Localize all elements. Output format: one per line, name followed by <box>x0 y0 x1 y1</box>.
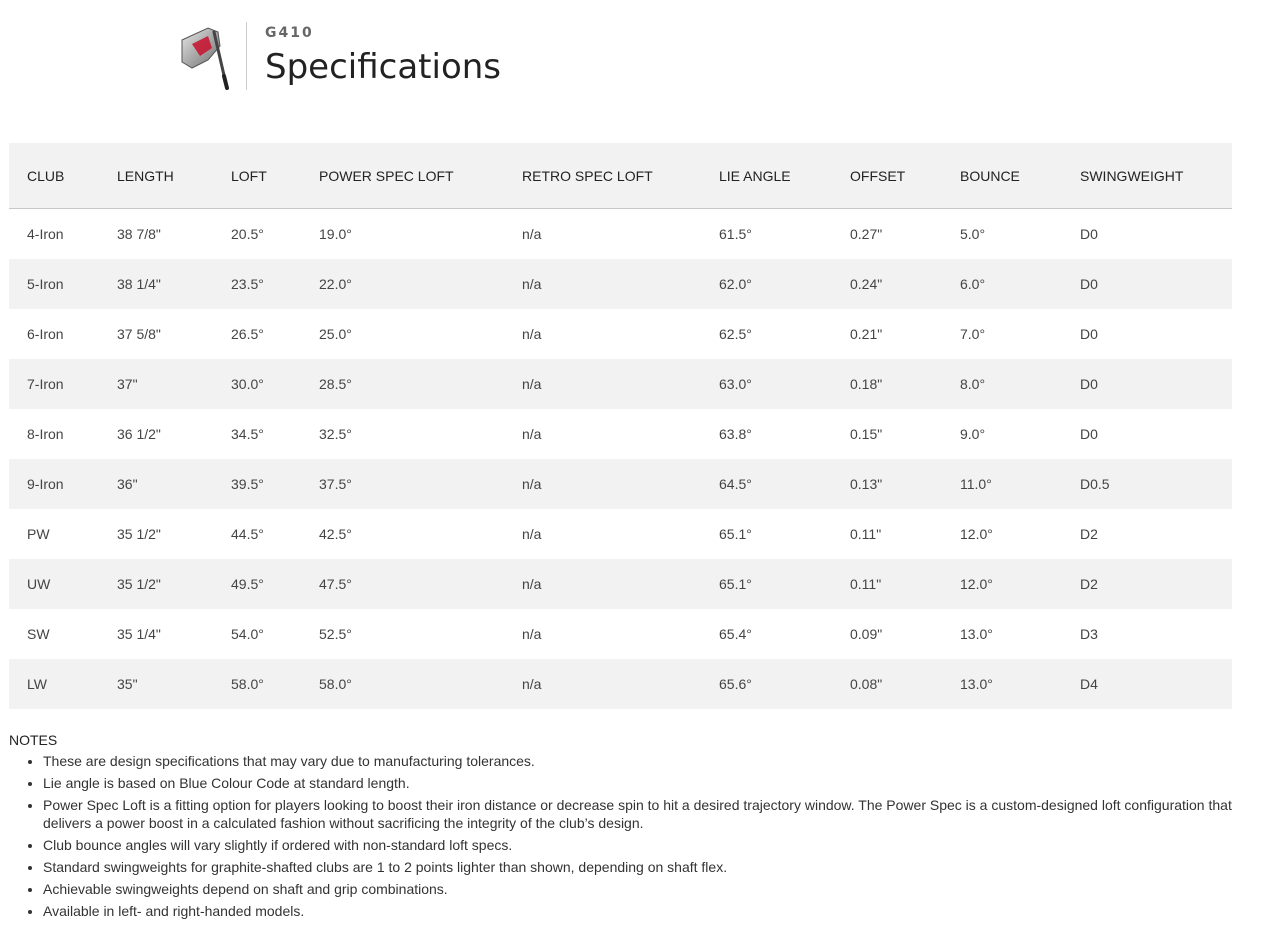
cell-club: PW <box>27 526 50 542</box>
cell-offset: 0.11" <box>850 526 882 542</box>
cell-club: 9-Iron <box>27 476 64 492</box>
cell-lie-angle: 65.4° <box>719 626 752 642</box>
cell-loft: 23.5° <box>231 276 264 292</box>
cell-loft: 26.5° <box>231 326 264 342</box>
cell-loft: 44.5° <box>231 526 264 542</box>
table-row <box>9 259 1232 309</box>
cell-lie-angle: 65.6° <box>719 676 752 692</box>
cell-offset: 0.11" <box>850 576 882 592</box>
cell-bounce: 13.0° <box>960 626 993 642</box>
cell-club: UW <box>27 576 51 592</box>
column-header-swingweight: SWINGWEIGHT <box>1080 143 1232 209</box>
column-header-offset: OFFSET <box>850 143 960 209</box>
golf-iron-club-image <box>178 22 234 92</box>
cell-offset: 0.15" <box>850 426 883 442</box>
note-item: • Lie angle is based on Blue Colour Code at standard length. <box>43 774 1244 792</box>
note-item: • Standard swingweights for graphite-shafted clubs are 1 to 2 points lighter than shown, depending on shaft flex. <box>43 858 1244 876</box>
cell-power-spec-loft: 19.0° <box>319 226 352 242</box>
model-name: G410 <box>265 25 314 41</box>
spec-header <box>178 22 501 92</box>
cell-retro-spec-loft: n/a <box>522 326 542 342</box>
cell-power-spec-loft: 52.5° <box>319 626 352 642</box>
cell-club: 8-Iron <box>27 426 64 442</box>
cell-power-spec-loft: 47.5° <box>319 576 352 592</box>
cell-club: SW <box>27 626 50 642</box>
table-row <box>9 309 1232 359</box>
note-item: • These are design specifications that may vary due to manufacturing tolerances. <box>43 752 1244 770</box>
cell-retro-spec-loft: n/a <box>522 626 542 642</box>
table-row <box>9 509 1232 559</box>
cell-club: LW <box>27 676 47 692</box>
column-header-lie-angle: LIE ANGLE <box>719 143 850 209</box>
table-row <box>9 409 1232 459</box>
column-header-loft: LOFT <box>231 143 319 209</box>
cell-loft: 20.5° <box>231 226 264 242</box>
cell-lie-angle: 63.0° <box>719 376 752 392</box>
cell-power-spec-loft: 37.5° <box>319 476 352 492</box>
note-item: • Power Spec Loft is a fitting option for players looking to boost their iron distance or decrease spin to hit a desired trajectory window. The Power Spec is a custom-designed loft configuration that delivers a power boost in a calculated fashion without sacrificing the integrity of the club’s design. <box>43 796 1244 832</box>
cell-loft: 34.5° <box>231 426 264 442</box>
cell-swingweight: D4 <box>1080 676 1098 692</box>
note-item: • Club bounce angles will vary slightly if ordered with non-standard loft specs. <box>43 836 1244 854</box>
cell-power-spec-loft: 58.0° <box>319 676 352 692</box>
cell-retro-spec-loft: n/a <box>522 276 542 292</box>
header-divider <box>246 22 247 90</box>
cell-offset: 0.21" <box>850 326 883 342</box>
column-header-club: CLUB <box>9 143 117 209</box>
notes-section <box>9 732 1244 924</box>
cell-bounce: 12.0° <box>960 576 993 592</box>
cell-retro-spec-loft: n/a <box>522 426 542 442</box>
cell-retro-spec-loft: n/a <box>522 226 542 242</box>
cell-lie-angle: 62.0° <box>719 276 752 292</box>
table-row <box>9 209 1232 260</box>
cell-offset: 0.24" <box>850 276 883 292</box>
cell-length: 35" <box>117 676 138 692</box>
cell-bounce: 8.0° <box>960 376 986 392</box>
cell-loft: 39.5° <box>231 476 264 492</box>
cell-length: 36 1/2" <box>117 426 161 442</box>
cell-power-spec-loft: 22.0° <box>319 276 352 292</box>
cell-bounce: 6.0° <box>960 276 986 292</box>
cell-club: 5-Iron <box>27 276 64 292</box>
cell-club: 7-Iron <box>27 376 64 392</box>
cell-power-spec-loft: 25.0° <box>319 326 352 342</box>
cell-lie-angle: 62.5° <box>719 326 752 342</box>
cell-swingweight: D2 <box>1080 526 1098 542</box>
table-header-row <box>9 143 1232 209</box>
cell-loft: 54.0° <box>231 626 264 642</box>
column-header-retro-spec-loft: RETRO SPEC LOFT <box>522 143 719 209</box>
cell-length: 35 1/4" <box>117 626 161 642</box>
cell-bounce: 11.0° <box>960 476 992 492</box>
column-header-length: LENGTH <box>117 143 231 209</box>
cell-swingweight: D0 <box>1080 376 1098 392</box>
cell-retro-spec-loft: n/a <box>522 526 542 542</box>
cell-power-spec-loft: 28.5° <box>319 376 352 392</box>
cell-club: 4-Iron <box>27 226 64 242</box>
table-row <box>9 459 1232 509</box>
notes-title: NOTES <box>9 732 58 748</box>
cell-retro-spec-loft: n/a <box>522 376 542 392</box>
table-row <box>9 659 1232 709</box>
cell-loft: 49.5° <box>231 576 264 592</box>
cell-offset: 0.13" <box>850 476 883 492</box>
cell-lie-angle: 65.1° <box>719 526 752 542</box>
cell-offset: 0.08" <box>850 676 883 692</box>
cell-length: 37 5/8" <box>117 326 161 342</box>
cell-length: 37" <box>117 376 138 392</box>
cell-swingweight: D0 <box>1080 276 1098 292</box>
cell-swingweight: D0 <box>1080 326 1098 342</box>
cell-offset: 0.27" <box>850 226 883 242</box>
cell-length: 38 1/4" <box>117 276 161 292</box>
table-body <box>9 209 1232 710</box>
cell-offset: 0.18" <box>850 376 883 392</box>
cell-lie-angle: 61.5° <box>719 226 752 242</box>
cell-length: 35 1/2" <box>117 526 161 542</box>
cell-bounce: 9.0° <box>960 426 986 442</box>
cell-bounce: 13.0° <box>960 676 993 692</box>
note-item: • Available in left- and right-handed models. <box>43 902 1244 920</box>
notes-list <box>9 752 1244 920</box>
cell-swingweight: D0 <box>1080 226 1098 242</box>
cell-retro-spec-loft: n/a <box>522 576 542 592</box>
note-item: • Achievable swingweights depend on shaft and grip combinations. <box>43 880 1244 898</box>
cell-club: 6-Iron <box>27 326 64 342</box>
cell-power-spec-loft: 32.5° <box>319 426 352 442</box>
table-row <box>9 359 1232 409</box>
specifications-table <box>9 143 1232 709</box>
cell-swingweight: D3 <box>1080 626 1098 642</box>
cell-length: 38 7/8" <box>117 226 161 242</box>
table-row <box>9 559 1232 609</box>
cell-swingweight: D0 <box>1080 426 1098 442</box>
cell-bounce: 7.0° <box>960 326 986 342</box>
cell-retro-spec-loft: n/a <box>522 476 542 492</box>
cell-lie-angle: 63.8° <box>719 426 752 442</box>
cell-loft: 30.0° <box>231 376 264 392</box>
cell-loft: 58.0° <box>231 676 264 692</box>
column-header-power-spec-loft: POWER SPEC LOFT <box>319 143 522 209</box>
cell-lie-angle: 65.1° <box>719 576 752 592</box>
cell-swingweight: D2 <box>1080 576 1098 592</box>
cell-length: 36" <box>117 476 138 492</box>
cell-retro-spec-loft: n/a <box>522 676 542 692</box>
cell-power-spec-loft: 42.5° <box>319 526 352 542</box>
cell-lie-angle: 64.5° <box>719 476 752 492</box>
table-row <box>9 609 1232 659</box>
column-header-bounce: BOUNCE <box>960 143 1080 209</box>
cell-bounce: 5.0° <box>960 226 986 242</box>
cell-offset: 0.09" <box>850 626 883 642</box>
title-block <box>265 22 501 87</box>
cell-swingweight: D0.5 <box>1080 476 1110 492</box>
cell-bounce: 12.0° <box>960 526 993 542</box>
cell-length: 35 1/2" <box>117 576 161 592</box>
page-title: Specifications <box>265 47 502 87</box>
